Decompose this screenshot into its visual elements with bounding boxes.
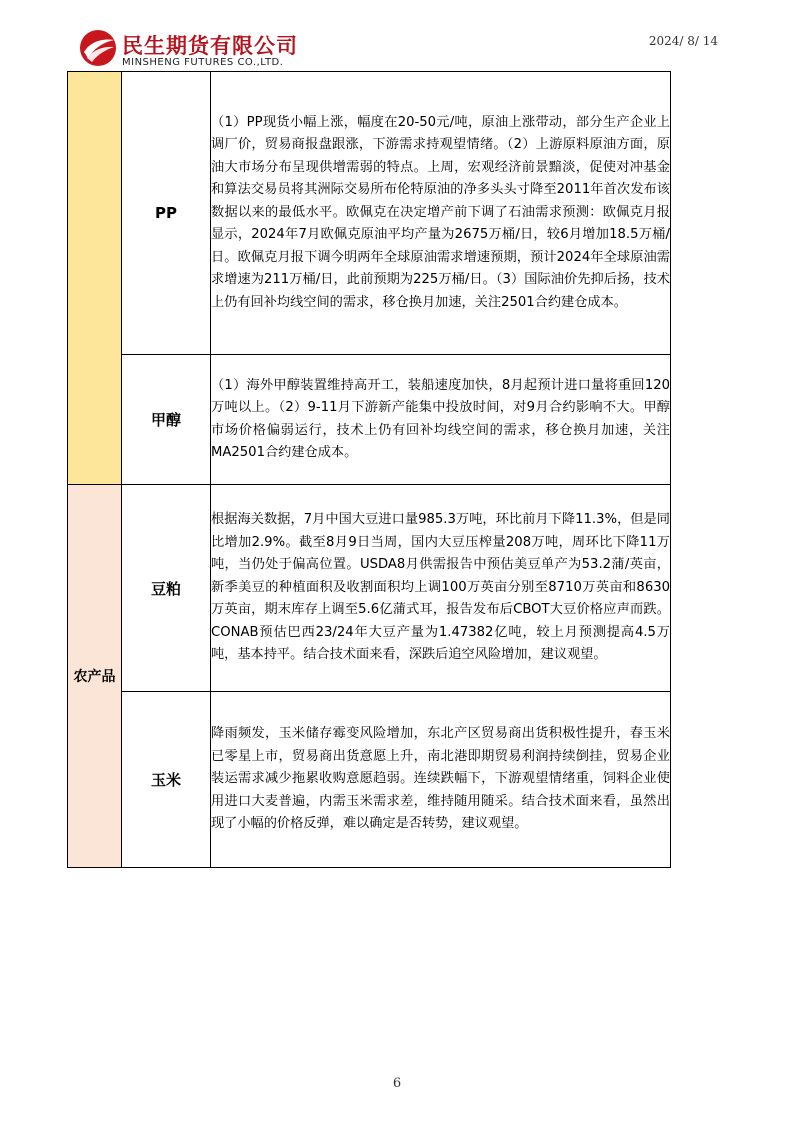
category-cell-energy <box>68 72 122 485</box>
brand-name-en: MINSHENG FUTURES CO.,LTD. <box>122 57 284 68</box>
table-row <box>68 692 671 868</box>
commodity-commentary: （1）PP现货小幅上涨，幅度在20-50元/吨，原油上涨带动，部分生产企业上调厂价，贸易商报盘跟涨，下游需求持观望情绪。（2）上游原料原油方面，原油大市场分布呈现供增需弱的特点。上周，宏观经济前景黯淡，促使对冲基金和算法交易员将其洲际交易所布伦特原油的净多头头寸降至2011年首次发布该数据以来的最低水平。欧佩克在决定增产前下调了石油需求预测：欧佩克月报显示，2024年7月欧佩克原油平均产量为2675万桶/日，较6月增加18.5万桶/日。欧佩克月报下调今明两年全球原油需求增速预期，预计2024年全球原油需求增速为211万桶/日，此前预期为225万桶/日。（3）国际油价先抑后扬，技术上仍有回补均线空间的需求，移仓换月加速，关注2501合约建仓成本。 <box>211 72 671 355</box>
table-row <box>68 355 671 485</box>
minsheng-logo-icon <box>78 28 118 68</box>
page-number: 6 <box>392 1076 402 1091</box>
brand-name-cn: 民生期货有限公司 <box>122 34 298 58</box>
page-header <box>0 0 794 72</box>
table-row <box>68 72 671 355</box>
commodity-name: 豆粕 <box>122 485 211 692</box>
category-cell-agriculture: 农产品 <box>68 485 122 868</box>
commodity-name: PP <box>122 72 211 355</box>
commodity-name: 甲醇 <box>122 355 211 485</box>
table-row <box>68 485 671 692</box>
commodity-commentary: （1）海外甲醇装置维持高开工，装船速度加快，8月起预计进口量将重回120万吨以上。（2）9-11月下游新产能集中投放时间，对9月合约影响不大。甲醇市场价格偏弱运行，技术上仍有回补均线空间的需求，移仓换月加速，关注MA2501合约建仓成本。 <box>211 355 671 485</box>
commodity-commentary: 根据海关数据，7月中国大豆进口量985.3万吨，环比前月下降11.3%，但是同比增加2.9%。截至8月9日当周，国内大豆压榨量208万吨，周环比下降11万吨，当仍处于偏高位置。USDA8月供需报告中预估美豆单产为53.2蒲/英亩，新季美豆的种植面积及收割面积均上调100万英亩分别至8710万英亩和8630万英亩，期末库存上调至5.6亿蒲式耳，报告发布后CBOT大豆价格应声而跌。CONAB预估巴西23/24年大豆产量为1.47382亿吨，较上月预测提高4.5万吨，基本持平。结合技术面来看，深跌后追空风险增加，建议观望。 <box>211 485 671 692</box>
commodity-commentary: 降雨频发，玉米储存霉变风险增加，东北产区贸易商出货积极性提升，春玉米已零星上市，贸易商出货意愿上升，南北港即期贸易利润持续倒挂，贸易企业装运需求减少拖累收购意愿趋弱。连续跌幅下，下游观望情绪重，饲料企业使用进口大麦普遍，内需玉米需求差，维持随用随采。结合技术面来看，虽然出现了小幅的价格反弹，难以确定是否转势，建议观望。 <box>211 692 671 868</box>
report-date: 2024/ 8/ 14 <box>648 34 718 48</box>
commodity-name: 玉米 <box>122 692 211 868</box>
commodity-analysis-table <box>67 71 671 868</box>
